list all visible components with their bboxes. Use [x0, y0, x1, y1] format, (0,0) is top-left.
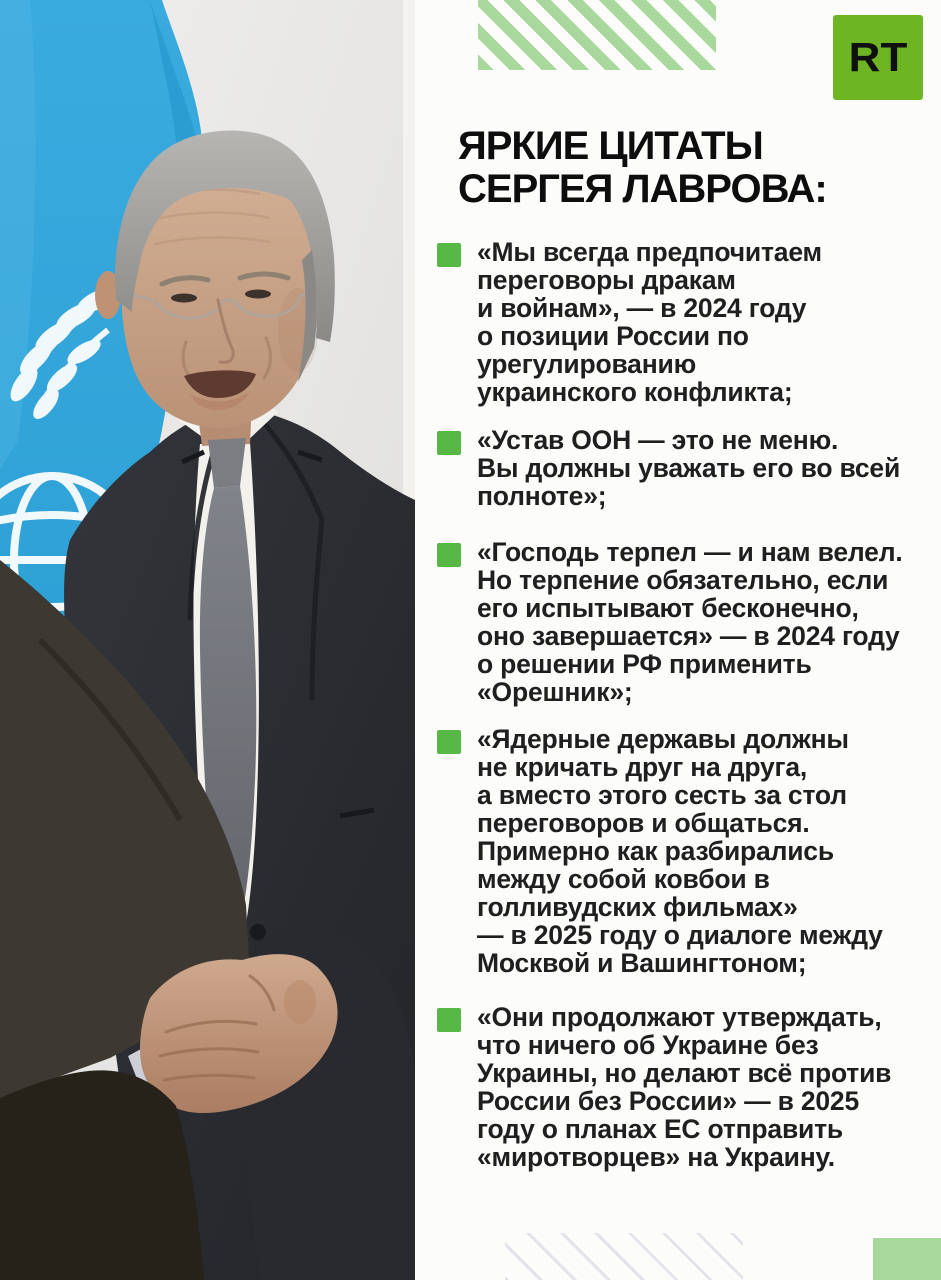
- quote-item-5: [437, 1003, 927, 1171]
- quote-line: году о планах ЕС отправить: [477, 1114, 844, 1144]
- quote-line: «Мы всегда предпочитаем: [477, 237, 822, 267]
- quote-line: оно завершается» — в 2024 году: [477, 621, 900, 651]
- quote-text-4: [477, 725, 883, 977]
- quote-text-1: [477, 238, 822, 406]
- quote-text-2: [477, 426, 900, 510]
- page-title: [458, 125, 827, 211]
- quote-line: между собой ковбои в: [477, 864, 770, 894]
- quote-line: «Господь терпел — и нам велел.: [477, 537, 903, 567]
- quote-item-1: [437, 238, 927, 406]
- quote-item-2: [437, 426, 927, 510]
- decor-stripes-top-icon: [478, 0, 716, 70]
- bullet-square-icon: [437, 243, 461, 267]
- quote-line: «Ядерные державы должны: [477, 724, 849, 754]
- quote-line: «Орешник»;: [477, 677, 633, 707]
- quote-line: Но терпение обязательно, если: [477, 565, 889, 595]
- quote-line: «Они продолжают утверждать,: [477, 1002, 882, 1032]
- bullet-square-icon: [437, 431, 461, 455]
- bullet-square-icon: [437, 1008, 461, 1032]
- quote-line: а вместо этого сесть за стол: [477, 780, 847, 810]
- headline-line-1: ЯРКИЕ ЦИТАТЫ: [458, 124, 763, 168]
- decor-stripes-bottom-icon: [505, 1233, 743, 1280]
- quote-line: не кричать друг на друга,: [477, 752, 808, 782]
- quote-line: России без России» — в 2025: [477, 1086, 859, 1116]
- quote-item-3: [437, 538, 927, 706]
- quote-line: голливудских фильмах»: [477, 892, 798, 922]
- quote-text-3: [477, 538, 903, 706]
- headline-line-2: СЕРГЕЯ ЛАВРОВА:: [458, 167, 827, 211]
- quote-line: его испытывают бесконечно,: [477, 593, 859, 623]
- bullet-square-icon: [437, 543, 461, 567]
- quote-line: «миротворцев» на Украину.: [477, 1142, 835, 1172]
- bullet-square-icon: [437, 730, 461, 754]
- photo-illustration: [0, 0, 415, 1280]
- quote-line: украинского конфликта;: [477, 377, 793, 407]
- quote-line: Вы должны уважать его во всей: [477, 453, 901, 483]
- quote-line: переговоры дракам: [477, 265, 736, 295]
- content-panel: [415, 0, 941, 1280]
- quote-line: полноте»;: [477, 481, 607, 511]
- quote-line: «Устав ООН — это не меню.: [477, 425, 839, 455]
- quote-line: урегулированию: [477, 349, 697, 379]
- quote-line: Украины, но делают всё против: [477, 1058, 892, 1088]
- quote-line: что ничего об Украине без: [477, 1030, 819, 1060]
- rt-logo-text: RT: [848, 34, 908, 80]
- quote-line: Примерно как разбирались: [477, 836, 834, 866]
- quote-item-4: [437, 725, 927, 977]
- quote-line: Москвой и Вашингтоном;: [477, 948, 807, 978]
- lavrov-photo: [0, 0, 415, 1280]
- decor-corner-green: [873, 1238, 941, 1280]
- rt-logo: [833, 15, 923, 100]
- quote-line: переговоров и общаться.: [477, 808, 810, 838]
- quote-line: и войнам», — в 2024 году: [477, 293, 807, 323]
- quote-text-5: [477, 1003, 891, 1171]
- quote-line: о позиции России по: [477, 321, 749, 351]
- quote-line: о решении РФ применить: [477, 649, 812, 679]
- quote-line: — в 2025 году о диалоге между: [477, 920, 883, 950]
